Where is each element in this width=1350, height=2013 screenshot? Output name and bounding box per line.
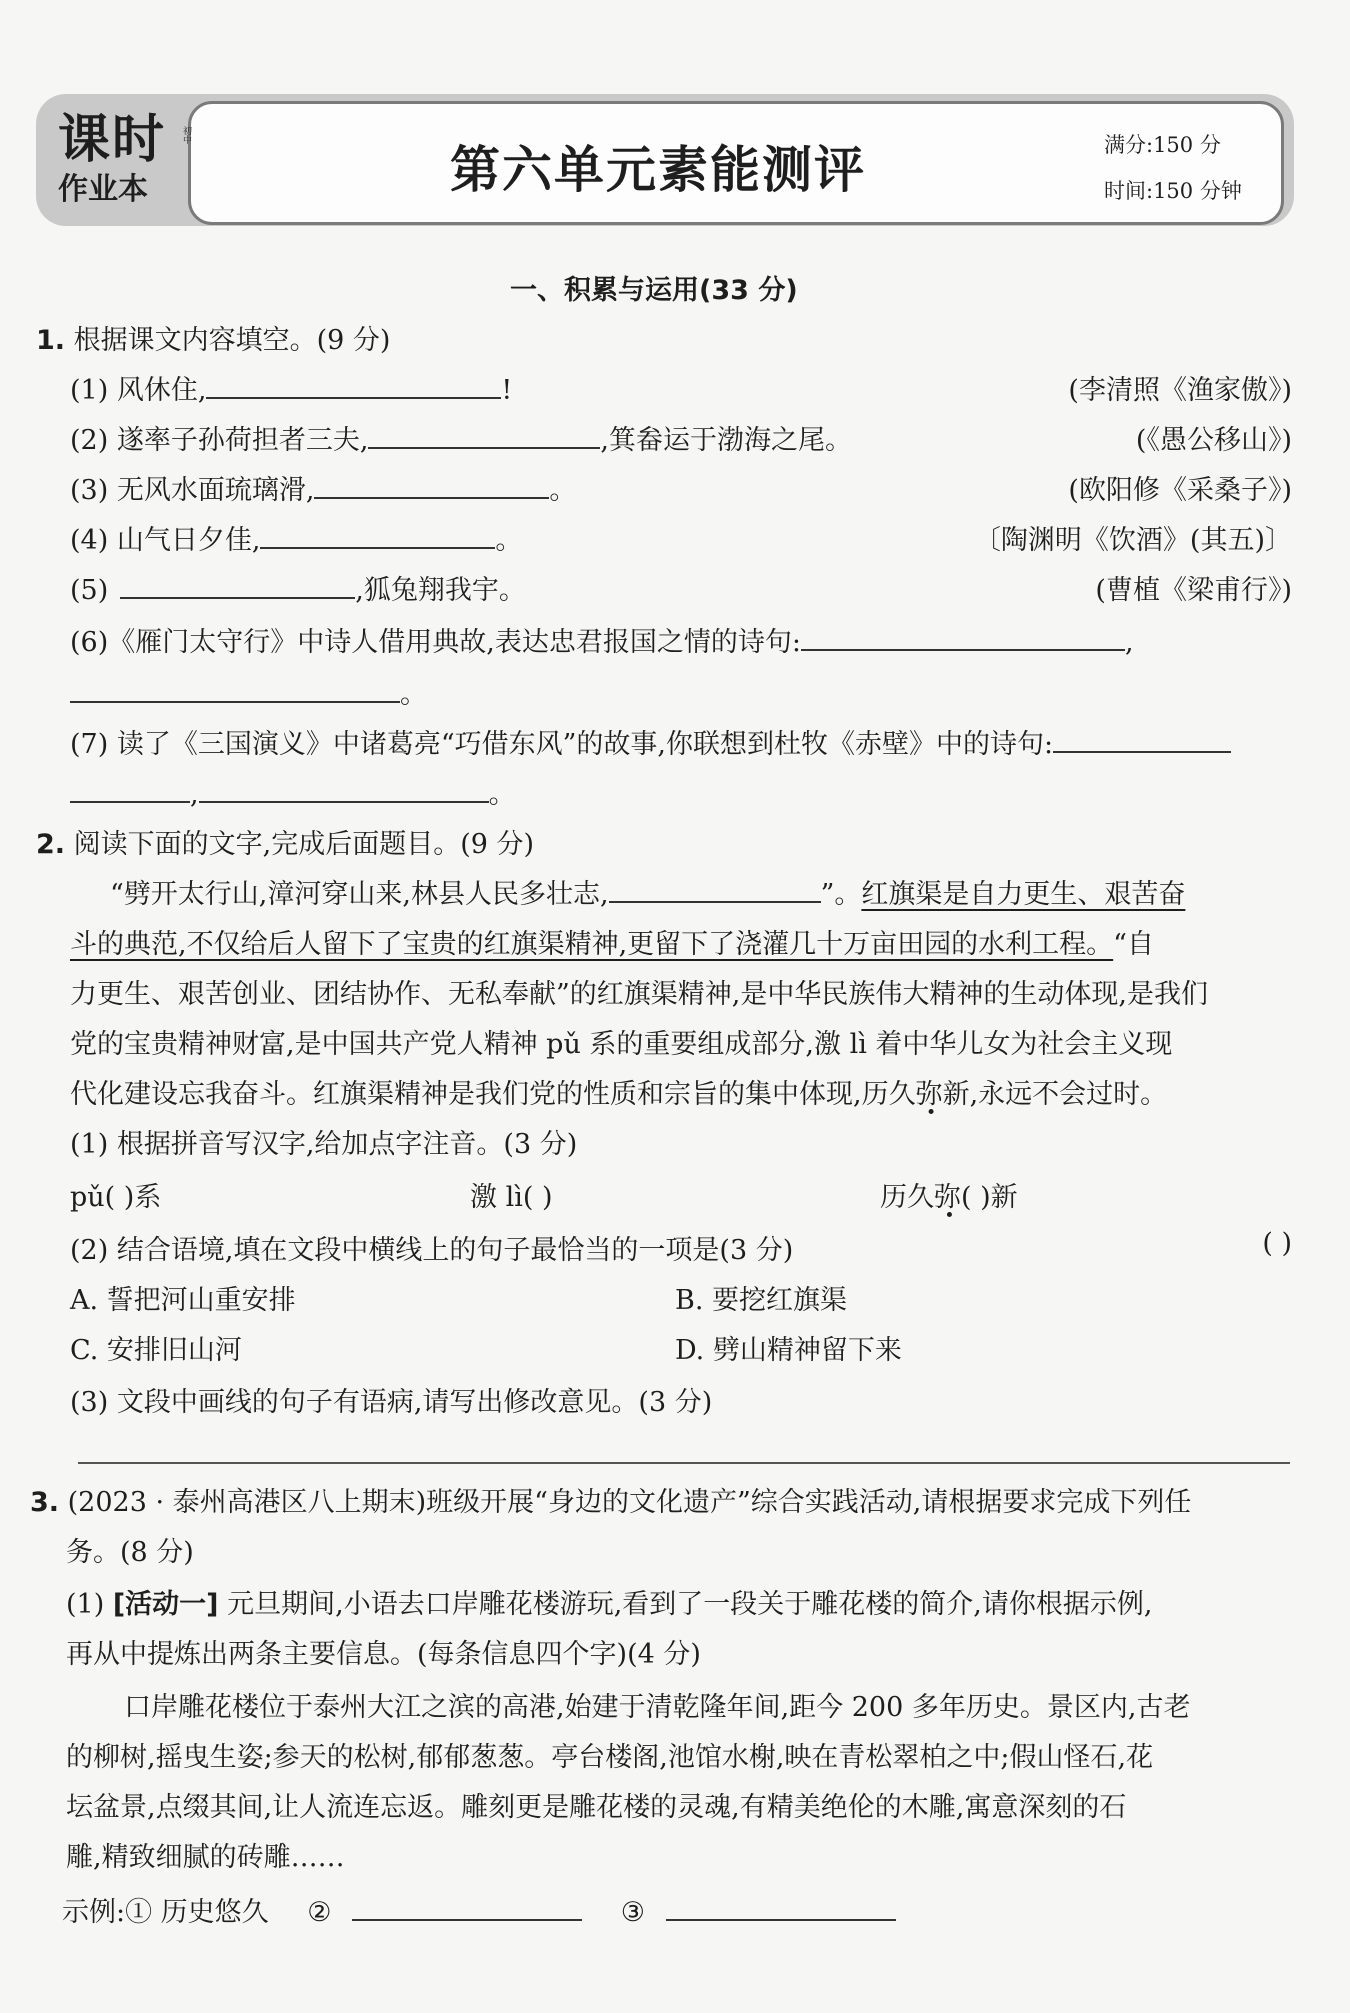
pinyin-item-3[interactable] <box>880 1175 1018 1214</box>
q1-item-2 <box>70 418 852 457</box>
item-text: , <box>190 779 199 810</box>
q1-item-7-cont <box>70 772 516 811</box>
item-text: 。 <box>549 475 577 506</box>
answer-blank[interactable] <box>120 573 355 599</box>
underlined-sentence: 斗的典范,不仅给后人留下了宝贵的红旗渠精神,更留下了浇灌几十万亩田园的水利工程。 <box>70 929 1114 960</box>
underlined-sentence: 红旗渠是自力更生、艰苦奋 <box>861 879 1186 910</box>
pinyin-item-2[interactable]: 激 lì( ) <box>470 1182 553 1213</box>
section-title: 一、积累与运用(33 分) <box>510 275 798 306</box>
answer-blank[interactable] <box>801 625 1125 651</box>
answer-blank[interactable] <box>352 1895 582 1921</box>
answer-blank[interactable] <box>368 423 600 449</box>
item-text: (3) 无风水面琉璃滑, <box>70 475 315 506</box>
q1-item-5 <box>70 568 526 607</box>
full-score: 满分:150 分 <box>1104 133 1221 157</box>
item-text: (4) 山气日夕佳, <box>70 525 261 556</box>
intro-line-1: 口岸雕花楼位于泰州大江之滨的高港,始建于清乾隆年间,距今 200 多年历史。景区内,古老 <box>124 1692 1191 1723</box>
item-text: 历久 <box>880 1182 934 1213</box>
pinyin-item-1[interactable]: pǔ( )系 <box>70 1182 162 1213</box>
exam-time: 时间:150 分钟 <box>1104 179 1242 203</box>
q1-item-6-cont <box>70 672 427 711</box>
q1-item-3 <box>70 468 576 507</box>
activity-tag: [活动一] <box>112 1589 219 1620</box>
logo-line1: 课时 <box>58 110 167 170</box>
question-2-stem <box>36 822 534 861</box>
passage-line-4: 党的宝贵精神财富,是中国共产党人精神 pǔ 系的重要组成部分,激 lì 着中华儿女为社会主义现 <box>70 1029 1173 1060</box>
q3-sub-1 <box>66 1582 1152 1621</box>
item-text: ,箕畚运于渤海之尾。 <box>600 425 853 456</box>
dotted-char: 弥 <box>934 1182 961 1213</box>
logo-line2: 作业本 <box>58 172 148 207</box>
item-text: (5) <box>70 575 109 606</box>
exam-meta <box>1104 122 1242 214</box>
page-title: 第六单元素能测评 <box>450 141 866 199</box>
intro-line-2: 的柳树,摇曳生姿;参天的松树,郁郁葱葱。亭台楼阁,池馆水榭,映在青松翠柏之中;假山怪石,花 <box>66 1742 1154 1773</box>
logo-small-text: 初中 <box>181 126 191 144</box>
question-number: 1. <box>36 325 66 356</box>
example-text: 示例:① 历史悠久 <box>62 1897 269 1928</box>
answer-bracket[interactable]: ( ) <box>1262 1228 1292 1259</box>
item-text: (2) 遂率子孙荷担者三夫, <box>70 425 369 456</box>
answer-blank[interactable] <box>314 473 549 499</box>
item-text: ( )新 <box>961 1182 1018 1213</box>
passage-text: ”。 <box>820 879 862 910</box>
answer-blank[interactable] <box>1053 727 1231 753</box>
item-text: ,狐兔翔我宇。 <box>355 575 526 606</box>
passage-text: “自 <box>1113 929 1154 960</box>
question-1-stem <box>36 318 390 357</box>
item-text: (7) 读了《三国演义》中诸葛亮“巧借东风”的故事,你联想到杜牧《赤壁》中的诗句: <box>70 729 1054 760</box>
question-text: 根据课文内容填空。(9 分) <box>73 325 391 356</box>
item-text: 。 <box>400 679 427 710</box>
item-text: 。 <box>495 525 523 556</box>
item-text: 。 <box>488 779 516 810</box>
passage-text: “劈开太行山,漳河穿山来,林县人民多壮志, <box>110 879 609 910</box>
q2-sub-3: (3) 文段中画线的句子有语病,请写出修改意见。(3 分) <box>70 1387 713 1418</box>
example-marker: ③ <box>620 1897 645 1928</box>
item-text: 元旦期间,小语去口岸雕花楼游玩,看到了一段关于雕花楼的简介,请你根据示例, <box>227 1589 1153 1620</box>
passage-text: 代化建设忘我奋斗。红旗渠精神是我们党的性质和宗旨的集中体现,历久 <box>70 1079 916 1110</box>
question-3-stem <box>30 1480 1191 1519</box>
dotted-char: 弥 <box>915 1079 943 1110</box>
q1-item-4 <box>70 518 522 557</box>
logo <box>58 112 198 208</box>
q1-item-6 <box>70 620 1134 659</box>
item-text: , <box>1124 627 1134 658</box>
answer-blank[interactable] <box>70 777 190 803</box>
example-marker: ② <box>307 1897 332 1928</box>
q1-source-3: (欧阳修《采桑子》) <box>1068 475 1292 506</box>
option-a[interactable]: A. 誓把河山重安排 <box>70 1285 296 1316</box>
intro-line-3: 坛盆景,点缀其间,让人流连忘返。雕刻更是雕花楼的灵魂,有精美绝伦的木雕,寓意深刻的石 <box>66 1792 1127 1823</box>
option-b[interactable]: B. 要挖红旗渠 <box>675 1285 848 1316</box>
q1-source-4: 〔陶渊明《饮酒》(其五)〕 <box>973 525 1292 556</box>
question-text: (2023 · 泰州高港区八上期末)班级开展“身边的文化遗产”综合实践活动,请根据要求完成下列任 <box>67 1487 1192 1518</box>
question-number: 2. <box>36 829 66 860</box>
item-text: ! <box>501 375 513 406</box>
answer-blank[interactable] <box>70 677 400 703</box>
answer-blank[interactable] <box>260 523 495 549</box>
q1-source-5: (曹植《梁甫行》) <box>1095 575 1292 606</box>
q1-item-1 <box>70 368 512 407</box>
q3-sub-1-cont: 再从中提炼出两条主要信息。(每条信息四个字)(4 分) <box>66 1639 701 1670</box>
answer-blank[interactable] <box>609 877 821 903</box>
q1-source-2: (《愚公移山》) <box>1135 425 1292 456</box>
passage-line-2 <box>70 922 1154 961</box>
q1-item-7 <box>70 722 1231 761</box>
answer-blank[interactable] <box>206 373 501 399</box>
passage-line-1 <box>110 872 1185 911</box>
item-text: (1) <box>66 1589 105 1620</box>
example-line <box>62 1890 896 1929</box>
q1-source-1: (李清照《渔家傲》) <box>1068 375 1292 406</box>
passage-text: 新,永远不会过时。 <box>942 1079 1168 1110</box>
q2-sub-1: (1) 根据拼音写汉字,给加点字注音。(3 分) <box>70 1129 578 1160</box>
question-text: 阅读下面的文字,完成后面题目。(9 分) <box>73 829 535 860</box>
answer-blank[interactable] <box>199 777 489 803</box>
item-text: (1) 风休住, <box>70 375 207 406</box>
question-number: 3. <box>30 1487 60 1518</box>
option-c[interactable]: C. 安排旧山河 <box>70 1335 242 1366</box>
answer-blank[interactable] <box>666 1895 896 1921</box>
passage-line-5 <box>70 1072 1167 1111</box>
answer-line[interactable] <box>78 1462 1290 1464</box>
intro-line-4: 雕,精致细腻的砖雕…… <box>66 1842 345 1873</box>
question-3-stem-cont: 务。(8 分) <box>66 1537 194 1568</box>
option-d[interactable]: D. 劈山精神留下来 <box>675 1335 902 1366</box>
item-text: (6)《雁门太守行》中诗人借用典故,表达忠君报国之情的诗句: <box>70 627 801 658</box>
q2-sub-2: (2) 结合语境,填在文段中横线上的句子最恰当的一项是(3 分) <box>70 1235 794 1266</box>
passage-line-3: 力更生、艰苦创业、团结协作、无私奉献”的红旗渠精神,是中华民族伟大精神的生动体现,是我们 <box>70 979 1208 1010</box>
